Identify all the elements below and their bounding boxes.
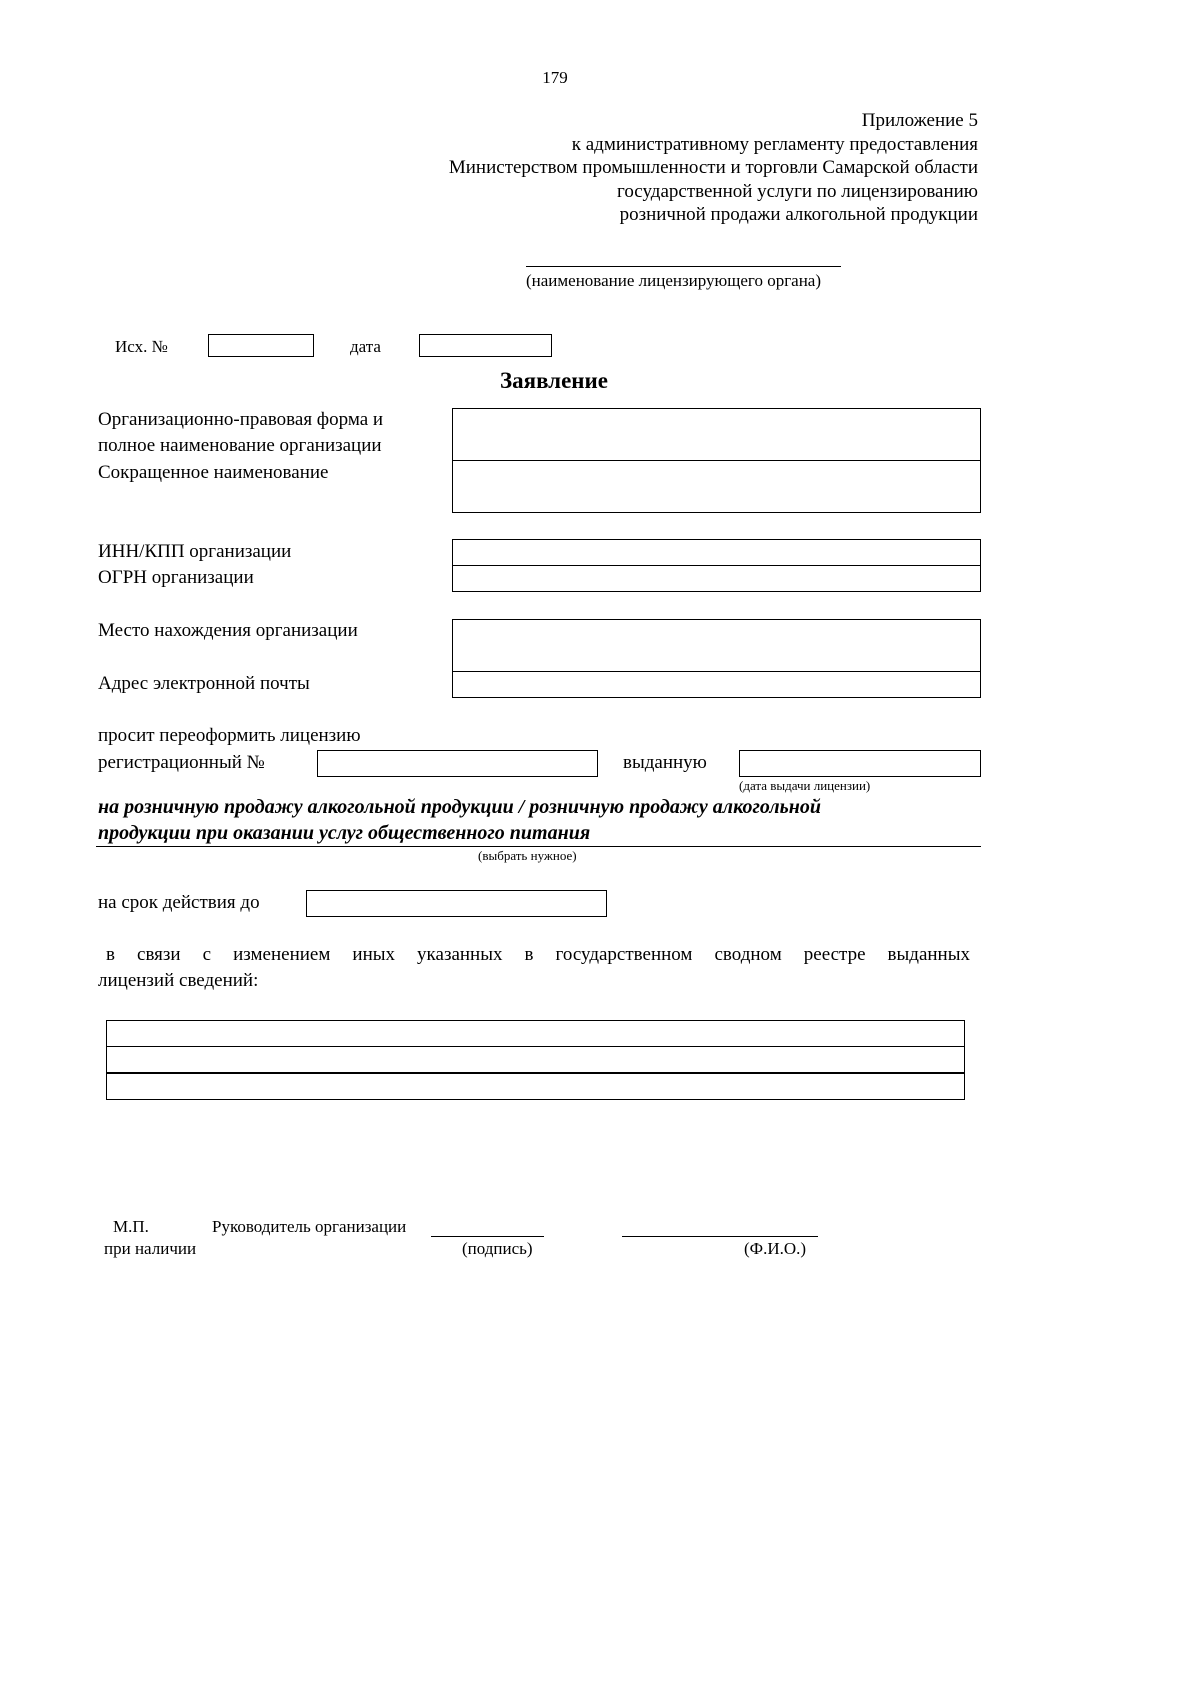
- outgoing-number-label: Исх. №: [115, 337, 168, 356]
- reg-number-field[interactable]: [317, 750, 598, 777]
- issued-label: выданную: [623, 752, 707, 773]
- page-title: Заявление: [499, 368, 609, 393]
- issue-date-field[interactable]: [739, 750, 981, 777]
- appendix-line-4: государственной услуги по лицензированию: [617, 181, 978, 202]
- appendix-line-1: Приложение 5: [861, 110, 978, 131]
- location-label: Место нахождения организации: [98, 620, 358, 641]
- email-label: Адрес электронной почты: [98, 673, 310, 694]
- changes-row-1[interactable]: [106, 1020, 965, 1047]
- signature-line[interactable]: [431, 1236, 544, 1237]
- full-name-label-1: Организационно-правовая форма и: [98, 409, 384, 430]
- reason-line-1: в связи с изменением иных указанных в государственном сводном реестре выданных: [106, 944, 970, 965]
- outgoing-date-label: дата: [350, 337, 381, 356]
- ogrn-field[interactable]: [452, 565, 981, 592]
- choose-caption: (выбрать нужное): [478, 848, 577, 863]
- inn-kpp-label: ИНН/КПП организации: [98, 541, 292, 562]
- ogrn-label: ОГРН организации: [98, 567, 254, 588]
- outgoing-number-field[interactable]: [208, 334, 314, 357]
- licensing-body-caption: (наименование лицензирующего органа): [526, 271, 822, 290]
- signature-caption: (подпись): [462, 1239, 533, 1258]
- request-line-1: просит переоформить лицензию: [98, 725, 361, 746]
- stamp-label: М.П.: [113, 1217, 149, 1236]
- reason-line-2: лицензий сведений:: [98, 970, 259, 991]
- activity-line-2[interactable]: продукции при оказании услуг общественного питания: [98, 822, 591, 844]
- issue-date-caption: (дата выдачи лицензии): [739, 778, 871, 793]
- licensing-body-line[interactable]: [526, 266, 841, 267]
- changes-row-2[interactable]: [106, 1046, 965, 1073]
- stamp-note: при наличии: [104, 1239, 197, 1258]
- short-name-field[interactable]: [452, 460, 981, 513]
- reg-number-label: регистрационный №: [98, 752, 265, 773]
- inn-kpp-field[interactable]: [452, 539, 981, 566]
- name-line[interactable]: [622, 1236, 818, 1237]
- appendix-line-3: Министерством промышленности и торговли Самарской области: [448, 157, 978, 178]
- term-field[interactable]: [306, 890, 607, 917]
- name-caption: (Ф.И.О.): [744, 1239, 807, 1258]
- short-name-label: Сокращенное наименование: [98, 462, 329, 483]
- head-label: Руководитель организации: [212, 1217, 407, 1236]
- outgoing-date-field[interactable]: [419, 334, 552, 357]
- appendix-line-5: розничной продажи алкогольной продукции: [619, 204, 978, 225]
- appendix-line-2: к административному регламенту предоставления: [571, 134, 978, 155]
- activity-line-1[interactable]: на розничную продажу алкогольной продукции / розничную продажу алкогольной: [98, 796, 821, 818]
- activity-underline: [96, 846, 981, 847]
- changes-row-3[interactable]: [106, 1073, 965, 1100]
- full-name-field[interactable]: [452, 408, 981, 461]
- full-name-label-2: полное наименование организации: [98, 435, 382, 456]
- email-field[interactable]: [452, 671, 981, 698]
- page-number: 179: [542, 68, 568, 87]
- term-label: на срок действия до: [98, 892, 260, 913]
- location-field[interactable]: [452, 619, 981, 672]
